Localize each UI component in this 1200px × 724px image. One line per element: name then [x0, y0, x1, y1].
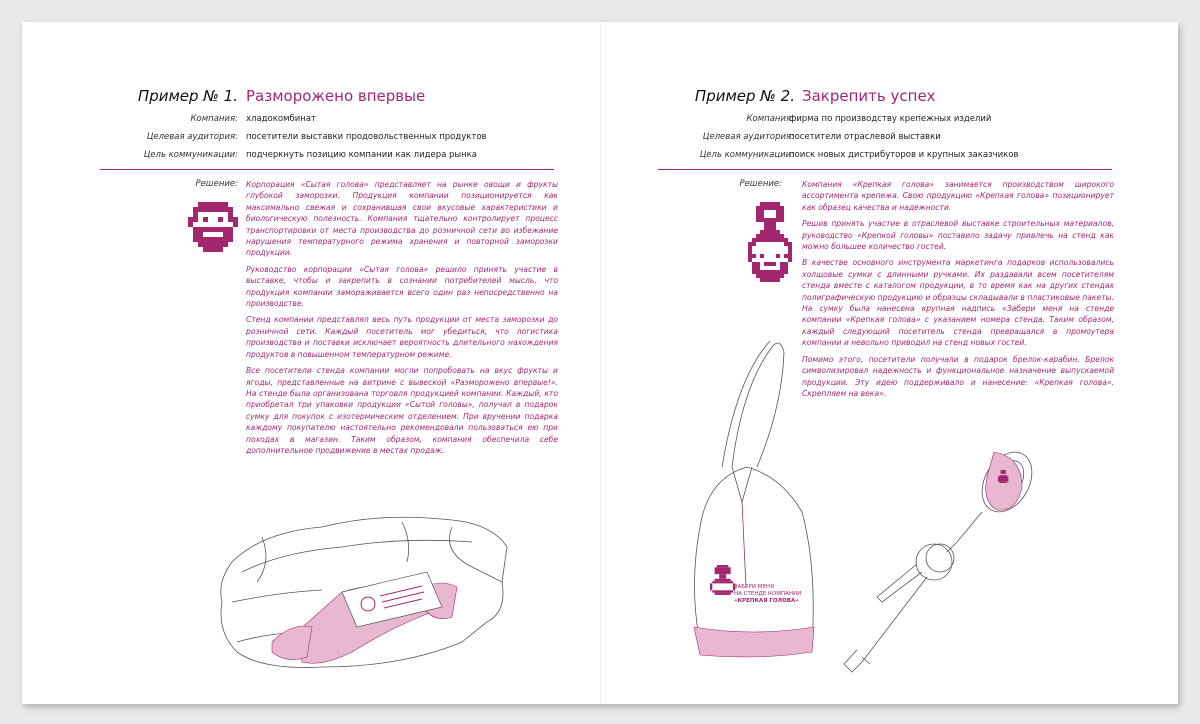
example-2-title: Закрепить успех — [802, 87, 936, 105]
example-2-number: Пример № 2. — [694, 87, 795, 105]
paragraph: Компания «Крепкая голова» занимается производством широкого ассортимента крепежа. Свою продукцию «Крепкая голова» позиционирует как образец качества и надежности. — [802, 180, 1114, 212]
value-company: хладокомбинат — [246, 114, 316, 124]
tote-bag-illustration — [672, 327, 822, 672]
paragraph: Руководство корпорации «Сытая голова» решило принять участие в выставке, чтобы и закрепить в сознании потребителей мысль, что продукция компании замораживается всего один раз непосредственно на производстве. — [246, 264, 558, 309]
label-company: Компания: — [190, 114, 238, 124]
value-audience: посетители отраслевой выставки — [789, 132, 941, 142]
label-company: Компания: — [746, 114, 794, 124]
frozen-package-illustration — [202, 492, 532, 692]
label-solution: Решение: — [739, 179, 782, 189]
paragraph: Стенд компании представлял весь путь продукции от места заморозки до розничной сети. Каждый посетитель мог убедиться, что логистика производства и поставки исключает вероятность длительного нахождения продуктов в повышенном температурном режиме. — [246, 315, 558, 359]
carabiner-keychain-illustration — [822, 432, 1052, 687]
section-divider — [658, 169, 1112, 170]
bag-print-text — [734, 584, 801, 605]
label-goal: Цель коммуникации: — [143, 150, 238, 160]
value-goal: подчеркнуть позицию компании как лидера рынка — [246, 150, 478, 160]
bolt-head-icon — [748, 202, 792, 302]
label-solution: Решение: — [195, 179, 238, 189]
bag-print-line: НА СТЕНДЕ КОМПАНИИ — [734, 591, 802, 597]
paragraph: Корпорация «Сытая голова» представляет на рынке овощи и фрукты глубокой заморозки. Продукция компании позиционируется как максимально свежая и сохранившая свои вкусовые характеристики и биологическую полезность. Компания тщательно контролирует процесс транспортировки от места производства до розничной сети во избежание нарушения температурного режима хранения и повторной заморозки продукции. — [246, 180, 558, 258]
value-company: фирма по производству крепежных изделий — [789, 114, 992, 124]
label-audience: Целевая аудитория: — [702, 132, 794, 142]
paragraph: Помимо этого, посетители получали в подарок брелок-карабин. Брелок символизировал надежность и функциональное назначение выпускаемой продукции. Эту идею поддерживало и нанесение: «Крепкая голова». Скрепляем на века». — [802, 354, 1114, 398]
example-2-body — [802, 179, 1114, 404]
paragraph: В качестве основного инструмента маркетинга подарков использовались холщовые сумки с длинными ручками. Их раздавали всем посетителям стенда вместе с каталогом продукции, в то время как на других стендах полиграфическую продукцию и образцы складывали в пластиковые пакеты. На сумку была нанесена крупная надпись «Забери меня на стенде компании «Крепкая голова» с указанием номера стенда. Таким образом, каждый следующий посетитель стенда превращался в промоутера компании и невольно приводил на стенд новых гостей. — [802, 258, 1114, 348]
paragraph: Все посетители стенда компании могли попробовать на вкус фрукты и ягоды, представленные на витрине с вывеской «Разморожено впервые!». На стенде была организована торговля продукцией компании. Каждый, кто приобретал три упаковки продукции «Сытой головы», получал в подарок сумку для покупок с изотермическим отделением. При вручении подарка каждому покупателю настоятельно рекомендовали пользоваться ею при походах в магазин. Таким образом, компания обеспечила себе дополнительное продвижение в местах продаж. — [246, 366, 558, 455]
value-audience: посетители выставки продовольственных продуктов — [246, 132, 487, 142]
bag-print-line: «КРЕПКАЯ ГОЛОВА» — [734, 598, 799, 604]
label-goal: Цель коммуникации: — [699, 150, 794, 160]
section-divider — [100, 169, 554, 170]
bearded-head-icon — [188, 202, 238, 252]
value-goal: поиск новых дистрибуторов и крупных заказчиков — [789, 150, 1019, 160]
label-audience: Целевая аудитория: — [146, 132, 238, 142]
bag-print-line: ЗАБЕРИ МЕНЯ — [734, 584, 774, 590]
example-1-number: Пример № 1. — [137, 87, 238, 105]
paragraph: Решив принять участие в отраслевой выставке строительных материалов, руководство «Крепкой головы» поставило задачу привлечь на стенд как можно большее количество гостей. — [802, 219, 1114, 252]
brochure-spread — [22, 22, 1178, 704]
example-1-body — [246, 179, 558, 461]
example-1-title: Разморожено впервые — [246, 87, 426, 105]
page-gutter — [600, 22, 601, 704]
